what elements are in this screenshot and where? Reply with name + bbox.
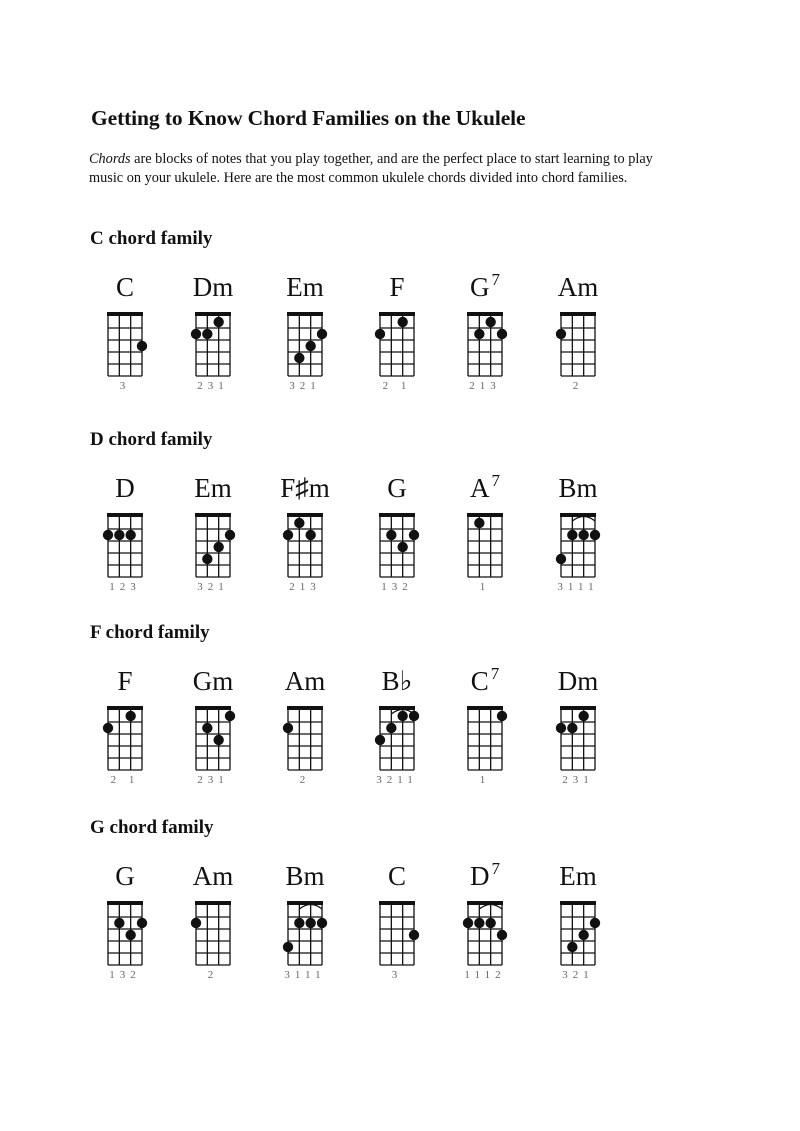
chord-diagram <box>187 702 239 774</box>
finger-numbers: 3 <box>119 380 131 392</box>
chord-root: B♭ <box>381 666 413 696</box>
finger-numbers: 2 1 <box>382 380 412 392</box>
chord-root: Am <box>192 861 234 891</box>
chord-diagram <box>459 509 511 581</box>
finger-dot <box>317 329 327 339</box>
nut <box>560 901 596 905</box>
finger-dot <box>305 530 315 540</box>
finger-dot <box>556 554 566 564</box>
finger-dot <box>114 918 124 928</box>
finger-dot <box>213 317 223 327</box>
chord-name <box>523 475 633 502</box>
chord-root: D <box>115 473 135 503</box>
finger-dot <box>225 530 235 540</box>
finger-numbers: 321 <box>289 380 321 392</box>
chord-superscript: 7 <box>491 471 500 490</box>
nut <box>467 706 503 710</box>
finger-dot <box>474 918 484 928</box>
finger-dot <box>305 918 315 928</box>
chord-name <box>523 863 633 890</box>
finger-dot <box>409 530 419 540</box>
finger-dot <box>397 317 407 327</box>
nut <box>195 706 231 710</box>
intro-paragraph <box>89 150 689 187</box>
nut <box>467 901 503 905</box>
finger-numbers: 2 <box>572 380 584 392</box>
finger-numbers: 3 <box>391 969 403 981</box>
finger-dot <box>397 542 407 552</box>
nut <box>467 312 503 316</box>
chord-diagram <box>459 702 511 774</box>
finger-dot <box>567 530 577 540</box>
finger-dot <box>213 542 223 552</box>
chord-diagram <box>99 897 151 969</box>
finger-dot <box>474 518 484 528</box>
chord-root: C <box>115 272 134 302</box>
chord-name <box>523 668 633 695</box>
nut <box>287 312 323 316</box>
finger-dot <box>283 942 293 952</box>
chord-superscript: 7 <box>491 859 500 878</box>
finger-dot <box>213 735 223 745</box>
finger-dot <box>386 530 396 540</box>
nut <box>560 706 596 710</box>
chord-root: Am <box>557 272 599 302</box>
finger-dot <box>283 530 293 540</box>
finger-dot <box>202 554 212 564</box>
finger-dot <box>578 530 588 540</box>
finger-dot <box>375 329 385 339</box>
chord-diagram <box>552 702 604 774</box>
nut <box>379 901 415 905</box>
finger-dot <box>397 711 407 721</box>
nut <box>195 901 231 905</box>
chord-diagram <box>279 308 331 380</box>
finger-dot <box>485 918 495 928</box>
finger-dot <box>191 918 201 928</box>
finger-numbers: 321 <box>197 581 229 593</box>
chord-diagram <box>279 509 331 581</box>
chord-diagram <box>187 897 239 969</box>
chord-diagram <box>459 897 511 969</box>
family-heading: G chord family <box>90 817 214 838</box>
finger-dot <box>474 329 484 339</box>
chord-root: F <box>389 272 405 302</box>
nut <box>379 312 415 316</box>
family-heading: D chord family <box>90 429 213 450</box>
chord-root: A <box>470 473 490 503</box>
finger-numbers: 213 <box>289 581 321 593</box>
finger-numbers: 123 <box>109 581 141 593</box>
finger-dot <box>125 530 135 540</box>
chord-diagram <box>371 702 423 774</box>
chord-diagram <box>279 897 331 969</box>
chord-diagram <box>371 509 423 581</box>
chord-root: Dm <box>557 666 599 696</box>
finger-dot <box>556 329 566 339</box>
finger-dot <box>317 918 327 928</box>
finger-dot <box>375 735 385 745</box>
chord-diagram <box>99 702 151 774</box>
chord-root: Em <box>559 861 597 891</box>
nut <box>195 312 231 316</box>
nut <box>107 901 143 905</box>
finger-dot <box>463 918 473 928</box>
nut <box>107 312 143 316</box>
finger-numbers: 2 <box>207 969 219 981</box>
finger-dot <box>409 711 419 721</box>
finger-dot <box>294 518 304 528</box>
chord-superscript: 7 <box>490 664 500 683</box>
finger-dot <box>497 711 507 721</box>
finger-dot <box>202 329 212 339</box>
finger-dot <box>191 329 201 339</box>
nut <box>107 513 143 517</box>
chord-diagram <box>371 308 423 380</box>
finger-dot <box>125 930 135 940</box>
nut <box>287 513 323 517</box>
finger-dot <box>497 930 507 940</box>
finger-numbers: 231 <box>562 774 594 786</box>
chord-diagram <box>279 702 331 774</box>
finger-dot <box>305 341 315 351</box>
chord-root: G <box>470 272 490 302</box>
nut <box>195 513 231 517</box>
finger-numbers: 231 <box>197 380 229 392</box>
finger-dot <box>497 329 507 339</box>
chord-root: Em <box>194 473 232 503</box>
finger-numbers: 1 <box>479 774 491 786</box>
chord-root: Bm <box>285 861 325 891</box>
chord-diagram <box>99 509 151 581</box>
nut <box>107 706 143 710</box>
finger-dot <box>567 942 577 952</box>
chord-root: D <box>470 861 490 891</box>
chord-diagram <box>459 308 511 380</box>
finger-dot <box>409 930 419 940</box>
finger-dot <box>125 711 135 721</box>
finger-dot <box>578 930 588 940</box>
chord-diagram <box>187 308 239 380</box>
finger-dot <box>590 918 600 928</box>
intro-text: are blocks of notes that you play together, and are the perfect place to start learning to play music on your ukulele. Here are the most common ukulele chords divided into chord families. <box>89 151 653 186</box>
finger-dot <box>567 723 577 733</box>
finger-numbers: 213 <box>469 380 501 392</box>
finger-numbers: 321 <box>562 969 594 981</box>
chord-root: F <box>117 666 133 696</box>
chord-root: Bm <box>558 473 598 503</box>
chord-diagram <box>552 509 604 581</box>
finger-dot <box>202 723 212 733</box>
finger-dot <box>225 711 235 721</box>
finger-dot <box>103 530 113 540</box>
finger-numbers: 3111 <box>557 581 599 593</box>
family-heading: C chord family <box>90 228 213 249</box>
chord-superscript: 7 <box>491 270 500 289</box>
finger-numbers: 132 <box>381 581 413 593</box>
nut <box>287 901 323 905</box>
finger-numbers: 2 <box>299 774 311 786</box>
chord-diagram <box>552 897 604 969</box>
nut <box>467 513 503 517</box>
chord-diagram <box>187 509 239 581</box>
chord-root: Am <box>284 666 326 696</box>
finger-dot <box>294 918 304 928</box>
nut <box>379 706 415 710</box>
finger-numbers: 231 <box>197 774 229 786</box>
finger-dot <box>137 341 147 351</box>
nut <box>287 706 323 710</box>
chord-name <box>523 274 633 301</box>
finger-dot <box>590 530 600 540</box>
finger-numbers: 1112 <box>464 969 506 981</box>
chord-root: G <box>387 473 407 503</box>
page-title: Getting to Know Chord Families on the Ukulele <box>91 106 526 130</box>
chord-diagram <box>552 308 604 380</box>
chord-root: C <box>387 861 406 891</box>
finger-numbers: 1 <box>479 581 491 593</box>
chord-root: Gm <box>192 666 234 696</box>
finger-dot <box>103 723 113 733</box>
finger-dot <box>137 918 147 928</box>
finger-dot <box>283 723 293 733</box>
finger-dot <box>294 353 304 363</box>
finger-numbers: 3211 <box>376 774 418 786</box>
chord-root: G <box>115 861 135 891</box>
family-heading: F chord family <box>90 622 210 643</box>
chord-diagram <box>371 897 423 969</box>
finger-dot <box>485 317 495 327</box>
chord-root: Em <box>286 272 324 302</box>
finger-dot <box>556 723 566 733</box>
chord-root: Dm <box>192 272 234 302</box>
finger-numbers: 2 1 <box>110 774 140 786</box>
nut <box>560 312 596 316</box>
finger-dot <box>386 723 396 733</box>
chord-root: C <box>470 666 489 696</box>
chord-root: F♯m <box>280 473 330 503</box>
finger-dot <box>114 530 124 540</box>
finger-numbers: 132 <box>109 969 141 981</box>
chord-diagram <box>99 308 151 380</box>
finger-numbers: 3111 <box>284 969 326 981</box>
finger-dot <box>578 711 588 721</box>
nut <box>560 513 596 517</box>
nut <box>379 513 415 517</box>
intro-emphasis: Chords <box>89 151 131 167</box>
